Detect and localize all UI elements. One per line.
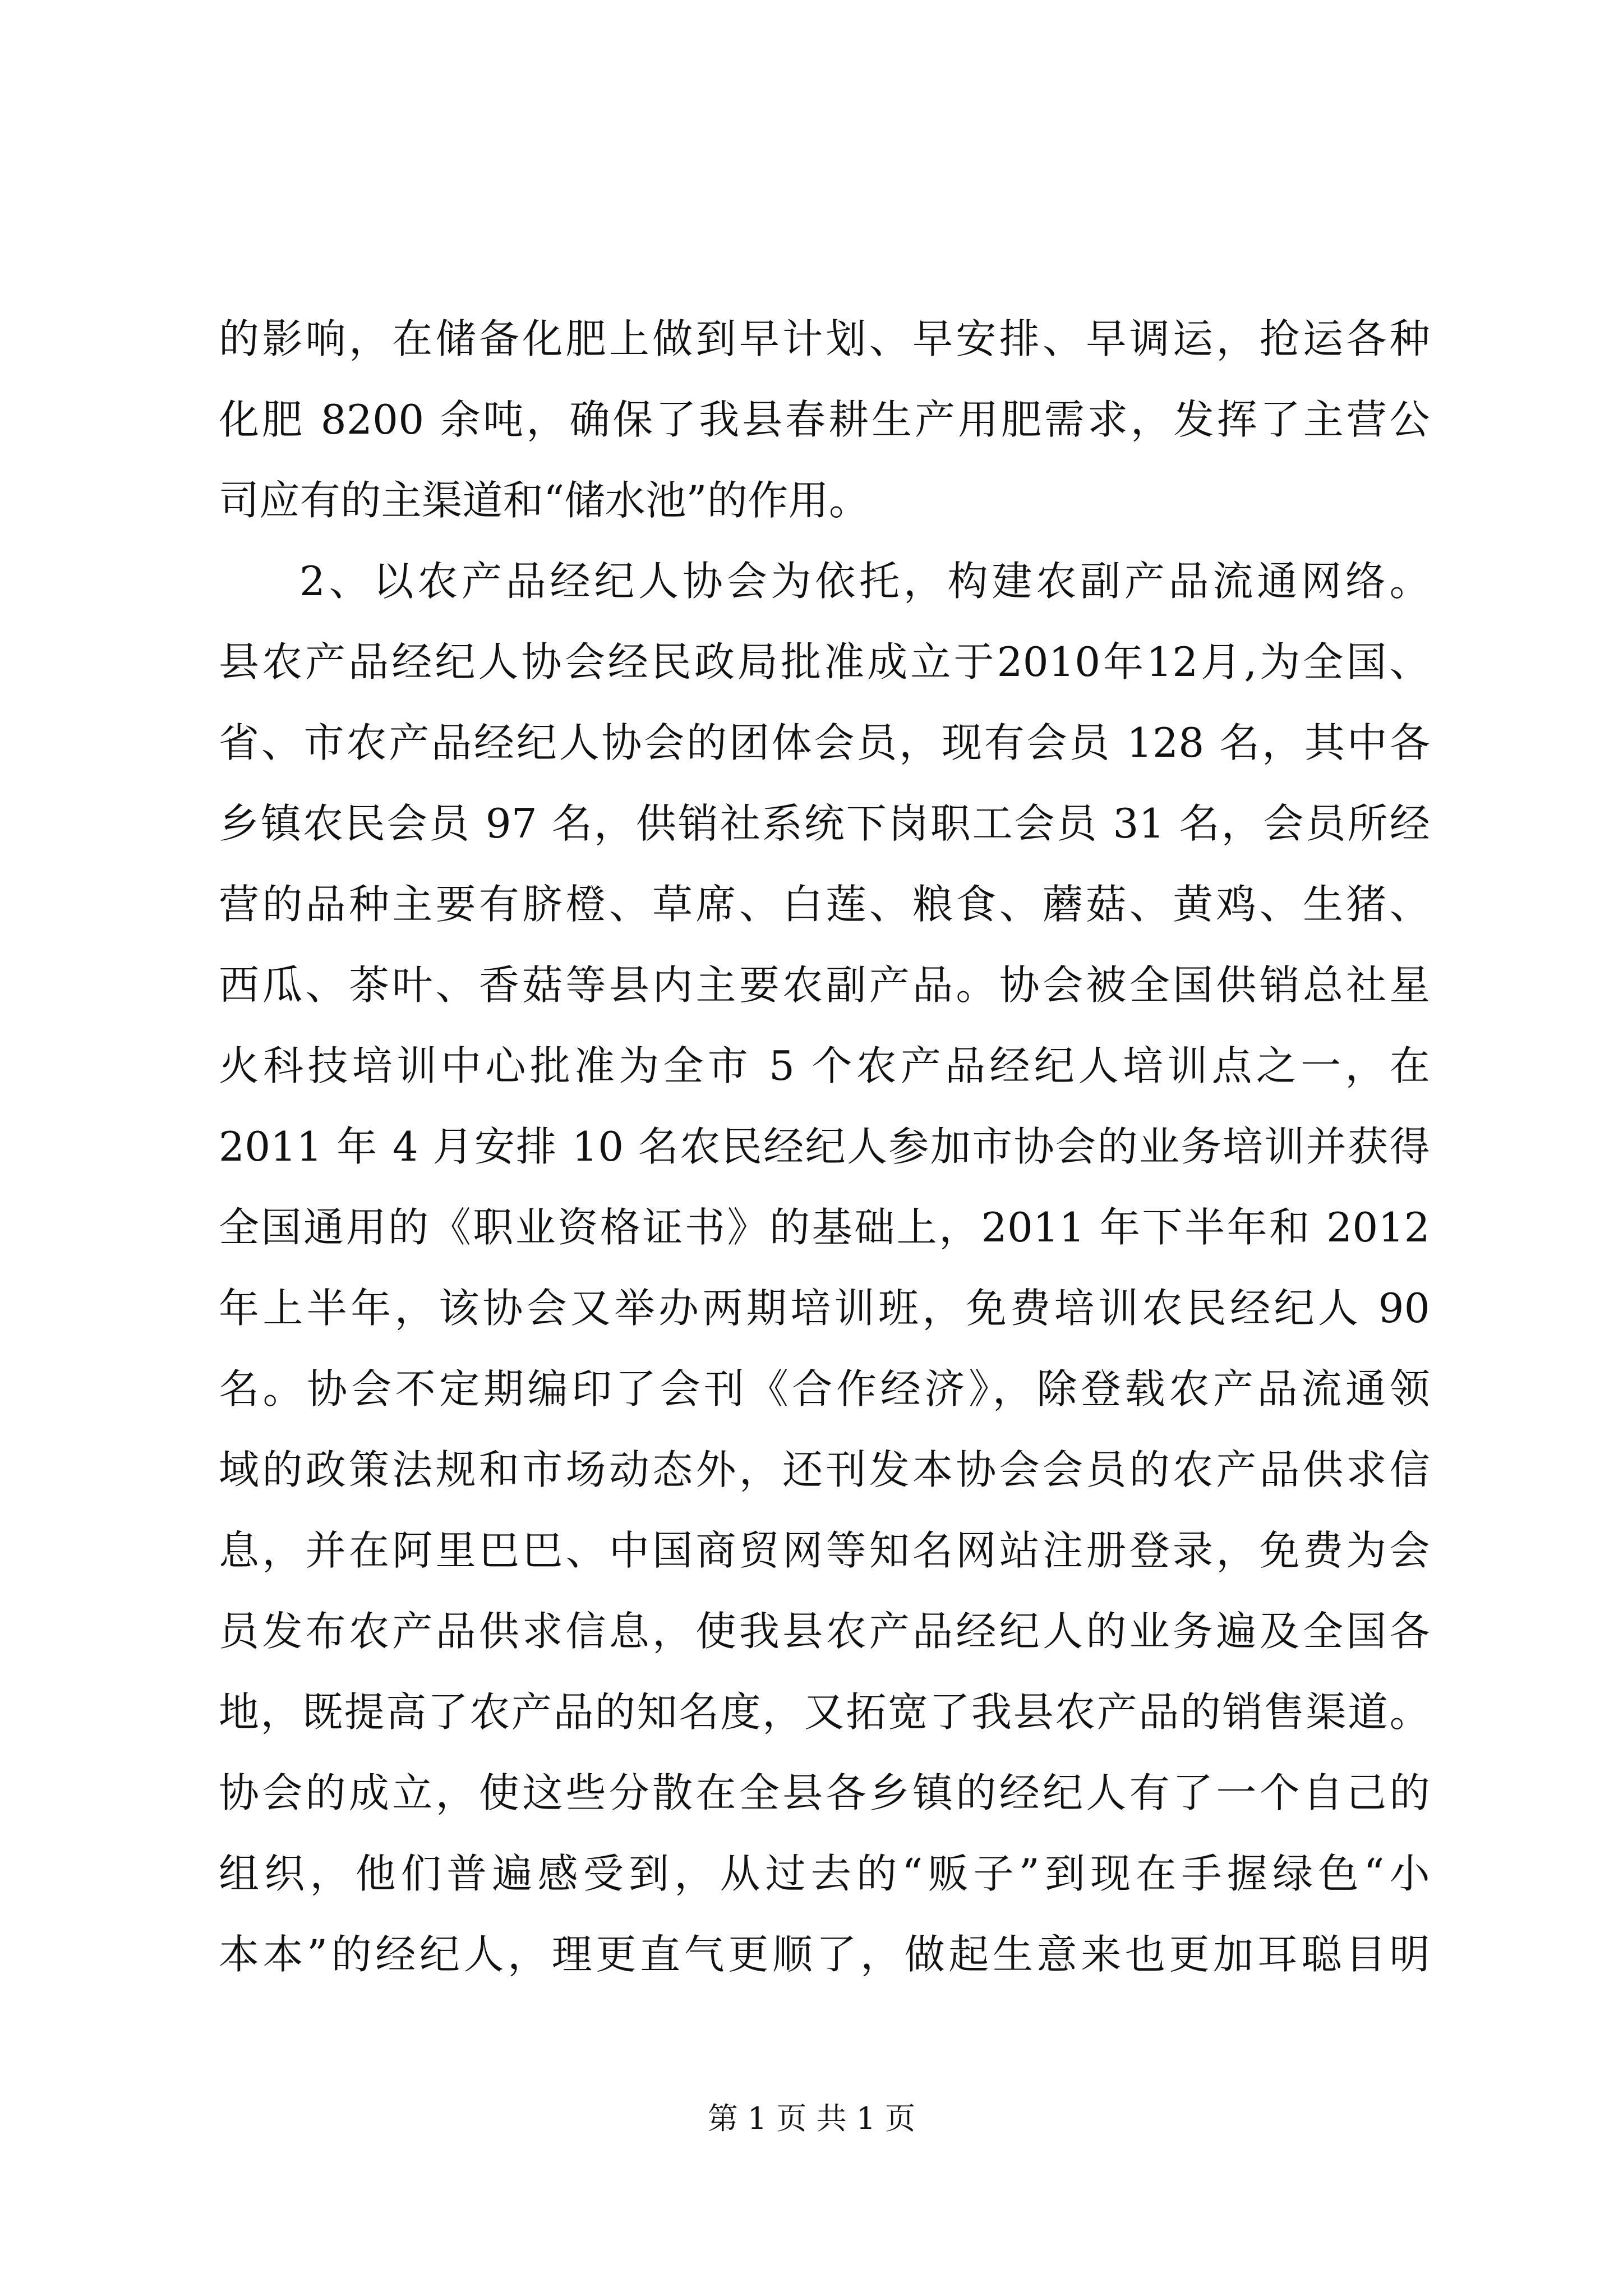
text-line: 营的品种主要有脐橙、草席、白莲、粮食、蘑菇、黄鸡、生猪、 — [219, 881, 1430, 928]
text-line: 2、以农产品经纪人协会为依托，构建农副产品流通网络。 — [299, 558, 1430, 605]
text-line: 的影响，在储备化肥上做到早计划、早安排、早调运，抢运各种 — [219, 315, 1430, 362]
text-line: 火科技培训中心批准为全市 5 个农产品经纪人培训点之一，在 — [219, 1042, 1430, 1089]
text-line: 司应有的主渠道和“储水池”的作用。 — [219, 477, 870, 524]
text-line: 乡镇农民会员 97 名，供销社系统下岗职工会员 31 名，会员所经 — [219, 800, 1430, 847]
text-line: 全国通用的《职业资格证书》的基础上，2011 年下半年和 2012 — [219, 1204, 1430, 1251]
text-line: 西瓜、茶叶、香菇等县内主要农副产品。协会被全国供销总社星 — [219, 961, 1430, 1009]
text-line: 员发布农产品供求信息，使我县农产品经纪人的业务遍及全国各 — [219, 1608, 1430, 1655]
text-line: 本本”的经纪人，理更直气更顺了，做起生意来也更加耳聪目明 — [219, 1931, 1430, 1978]
text-line: 2011 年 4 月安排 10 名农民经纪人参加市协会的业务培训并获得 — [219, 1123, 1430, 1170]
text-line: 省、市农产品经纪人协会的团体会员，现有会员 128 名，其中各 — [219, 719, 1430, 766]
text-line: 组织，他们普遍感受到，从过去的“贩子”到现在手握绿色“小 — [219, 1850, 1430, 1897]
page-number-footer: 第 1 页 共 1 页 — [707, 2101, 916, 2136]
text-line: 域的政策法规和市场动态外，还刊发本协会会员的农产品供求信 — [219, 1446, 1430, 1493]
text-line: 地，既提高了农产品的知名度，又拓宽了我县农产品的销售渠道。 — [219, 1688, 1430, 1736]
body-text — [219, 298, 1430, 1995]
text-line: 协会的成立，使这些分散在全县各乡镇的经纪人有了一个自己的 — [219, 1769, 1430, 1816]
text-line: 息，并在阿里巴巴、中国商贸网等知名网站注册登录，免费为会 — [219, 1527, 1430, 1574]
text-line: 名。协会不定期编印了会刊《合作经济》，除登载农产品流通领 — [219, 1365, 1430, 1412]
text-line: 县农产品经纪人协会经民政局批准成立于2010年12月,为全国、 — [219, 638, 1430, 685]
text-line: 化肥 8200 余吨，确保了我县春耕生产用肥需求，发挥了主营公 — [219, 396, 1430, 443]
text-line: 年上半年，该协会又举办两期培训班，免费培训农民经纪人 90 — [219, 1285, 1430, 1332]
